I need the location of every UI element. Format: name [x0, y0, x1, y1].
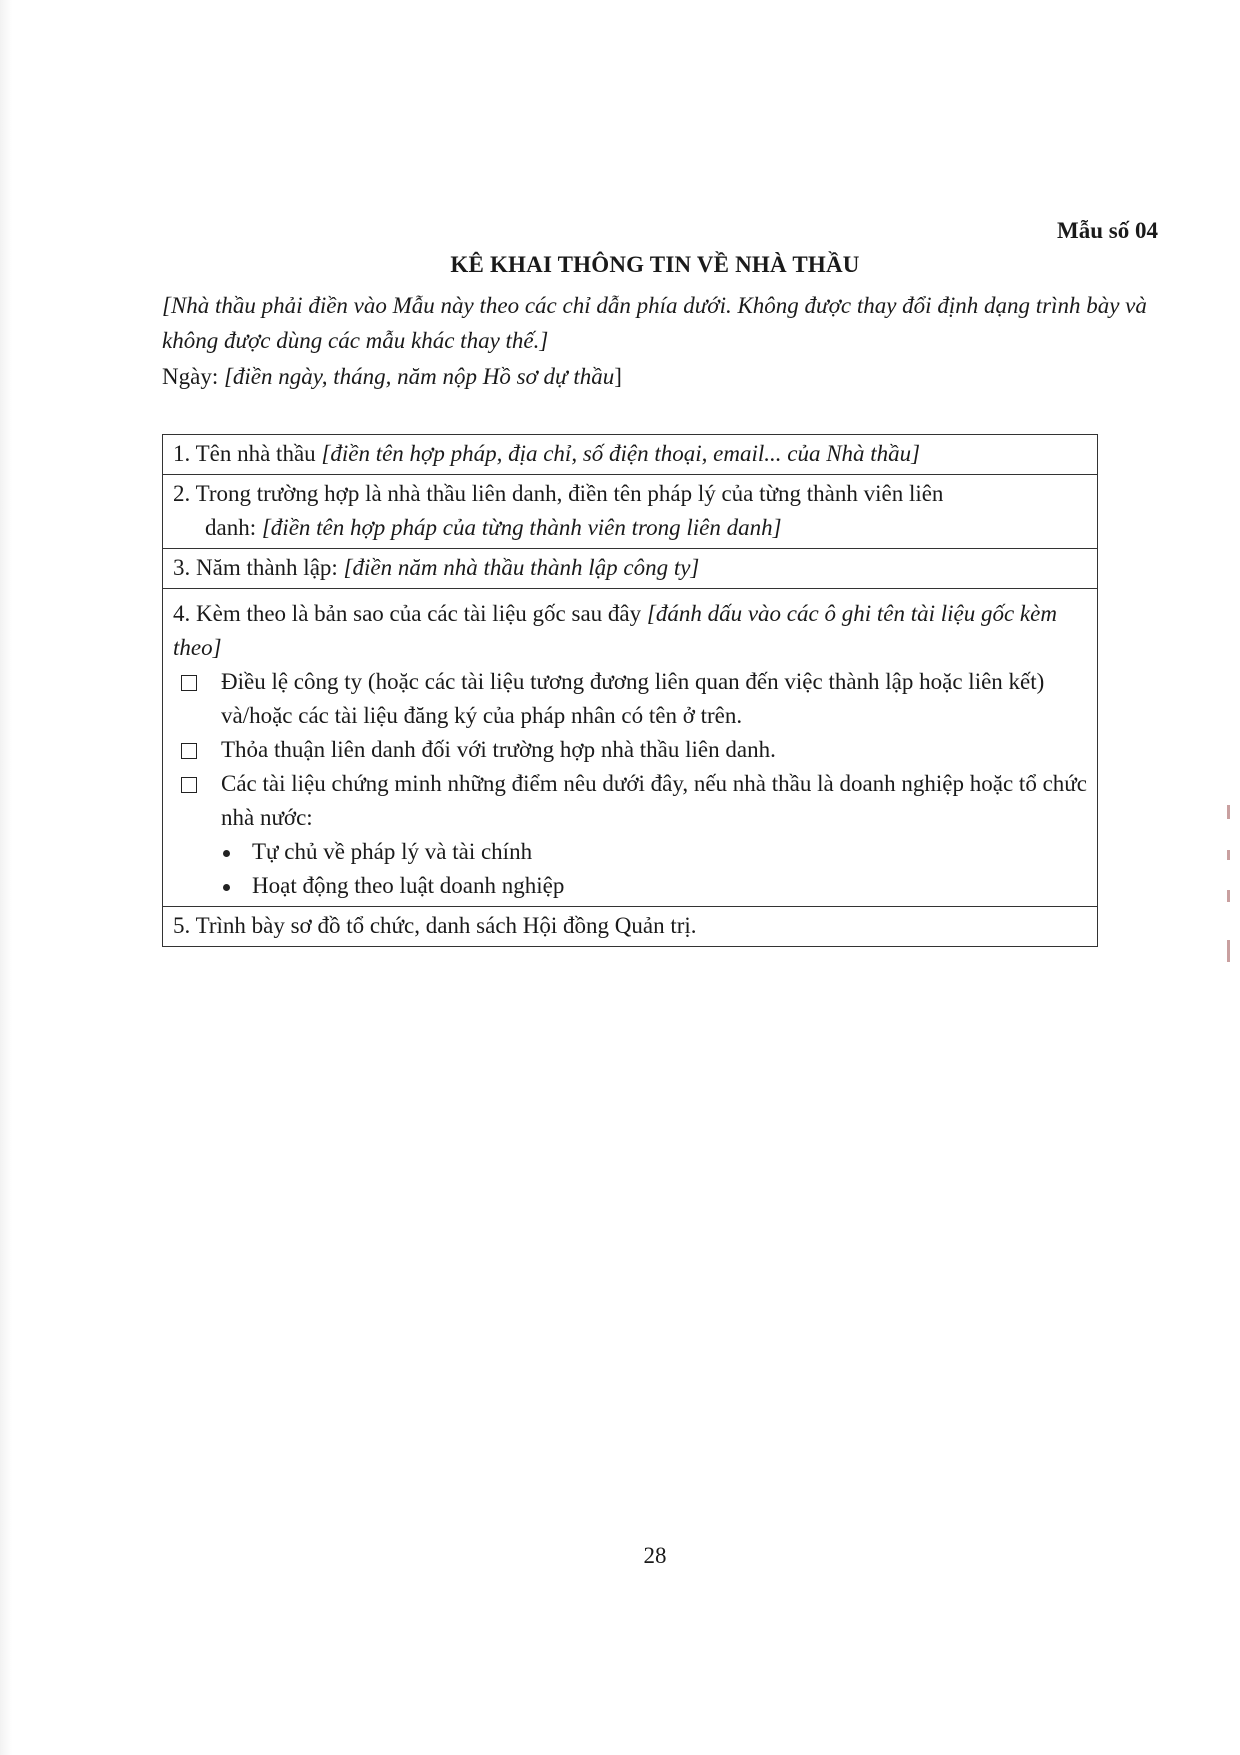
- row3-hint: [điền năm nhà thầu thành lập công ty]: [343, 555, 700, 580]
- checkbox-icon[interactable]: [181, 777, 197, 793]
- row5-lead: 5. Trình bày sơ đồ tổ chức, danh sách Hội đồng Quản trị.: [173, 913, 697, 938]
- row3-lead: 3. Năm thành lập:: [173, 555, 344, 580]
- date-close: ]: [614, 364, 622, 389]
- row4-hint: [đánh dấu vào các ô ghi tên tài liệu gốc kèm theo]: [173, 601, 1057, 660]
- bullet-label: Hoạt động theo luật doanh nghiệp: [252, 873, 565, 898]
- contractor-info-table: [162, 434, 1098, 947]
- scan-margin-mark: [1227, 850, 1230, 860]
- date-label: Ngày:: [162, 364, 224, 389]
- instruction-text: [Nhà thầu phải điền vào Mẫu này theo các chỉ dẫn phía dưới. Không được thay đổi định dạng trình bày và không được dùng các mẫu khác thay thế.]: [162, 293, 1147, 353]
- form-number: Mẫu số 04: [1057, 218, 1158, 243]
- scan-margin-mark: [1227, 890, 1230, 902]
- table-row: [163, 475, 1098, 549]
- row2-hint: [điền tên hợp pháp của từng thành viên trong liên danh]: [261, 515, 782, 540]
- checkbox-label: Các tài liệu chứng minh những điểm nêu dưới đây, nếu nhà thầu là doanh nghiệp hoặc tổ chức nhà nước:: [221, 771, 1087, 830]
- bullet-dot-icon: [223, 850, 230, 857]
- table-row: [163, 549, 1098, 589]
- checkbox-item: [181, 767, 1089, 835]
- checkbox-label: Thỏa thuận liên danh đối với trường hợp nhà thầu liên danh.: [221, 737, 776, 762]
- row2-lead: 2. Trong trường hợp là nhà thầu liên danh, điền tên pháp lý của từng thành viên liên: [173, 481, 944, 506]
- row-contractor-name: [163, 435, 1098, 475]
- bullet-item: [223, 869, 1089, 903]
- checkbox-item: [181, 733, 1089, 767]
- scan-margin-mark: [1227, 940, 1230, 962]
- table-row: [163, 435, 1098, 475]
- bullet-label: Tự chủ về pháp lý và tài chính: [252, 839, 533, 864]
- row4-intro: [173, 597, 1089, 665]
- checkbox-icon[interactable]: [181, 743, 197, 759]
- scan-margin-mark: [1227, 805, 1230, 819]
- checkbox-label: Điều lệ công ty (hoặc các tài liệu tương đương liên quan đến việc thành lập hoặc liên kết) và/hoặc các tài liệu đăng ký của pháp nhân có tên ở trên.: [221, 669, 1045, 728]
- page-number: 28: [643, 1543, 667, 1568]
- table-row: [163, 589, 1098, 907]
- row-established-year: [163, 549, 1098, 589]
- row2-lead2: danh:: [205, 515, 262, 540]
- row2-line2: [173, 511, 1089, 545]
- row4-lead: 4. Kèm theo là bản sao của các tài liệu gốc sau đây: [173, 601, 647, 626]
- document-title: KÊ KHAI THÔNG TIN VỀ NHÀ THẦU: [450, 252, 860, 277]
- row-joint-venture: [163, 475, 1098, 549]
- row1-lead: 1. Tên nhà thầu: [173, 441, 322, 466]
- table-row: [163, 907, 1098, 947]
- checkbox-icon[interactable]: [181, 675, 197, 691]
- row-attached-documents: [163, 589, 1098, 907]
- date-hint: [điền ngày, tháng, năm nộp Hồ sơ dự thầu: [223, 364, 615, 389]
- row1-hint: [điền tên hợp pháp, địa chỉ, số điện thoại, email... của Nhà thầu]: [321, 441, 921, 466]
- bullet-item: [223, 835, 1089, 869]
- date-line: [162, 359, 1160, 394]
- bullet-dot-icon: [223, 884, 230, 891]
- checkbox-item: [181, 665, 1089, 733]
- row-organization-chart: [163, 907, 1098, 947]
